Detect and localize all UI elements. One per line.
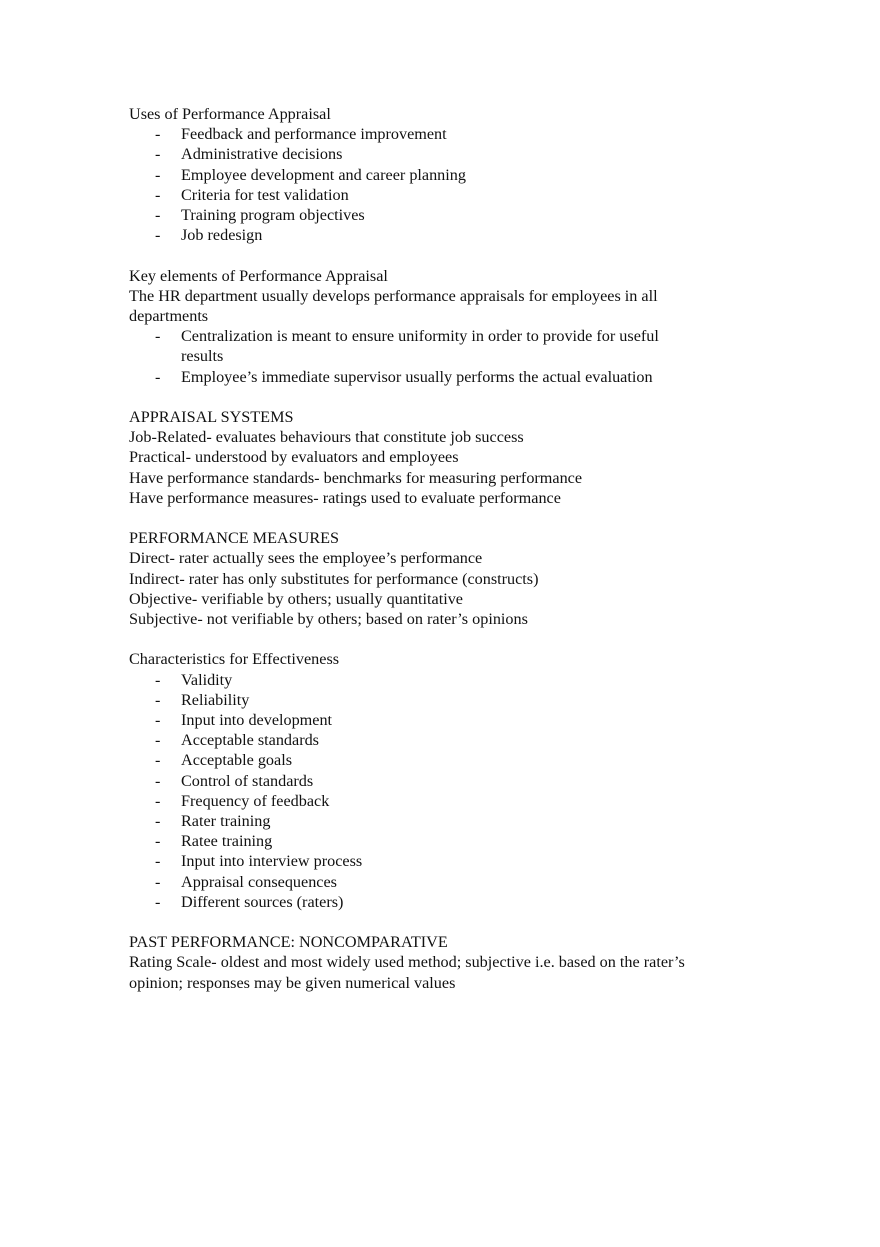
appraisal-systems-line: Job-Related- evaluates behaviours that constitute job success (129, 428, 524, 447)
performance-measures-line: Objective- verifiable by others; usually quantitative (129, 589, 463, 608)
document-page (129, 104, 729, 993)
list-item: - Frequency of feedback (129, 791, 729, 811)
list-item: - Training program objectives (129, 205, 729, 225)
key-elements-list (129, 326, 729, 387)
list-item: - Job redesign (129, 225, 729, 245)
key-elements-heading: Key elements of Performance Appraisal (129, 266, 388, 285)
spacer (129, 629, 729, 649)
list-item: - Different sources (raters) (129, 892, 729, 912)
characteristics-heading: Characteristics for Effectiveness (129, 650, 340, 669)
spacer (129, 387, 729, 407)
list-item: - Employee development and career planning (129, 165, 729, 185)
list-item: - Input into interview process (129, 851, 729, 871)
spacer (129, 245, 729, 265)
performance-measures-line: Subjective- not verifiable by others; based on rater’s opinions (129, 610, 528, 629)
list-item: - Ratee training (129, 831, 729, 851)
list-item: - Control of standards (129, 771, 729, 791)
list-item: - Input into development (129, 710, 729, 730)
list-item: - Criteria for test validation (129, 185, 729, 205)
characteristics-list (129, 670, 729, 912)
performance-measures-line: Direct- rater actually sees the employee’s performance (129, 549, 483, 568)
list-item: - Feedback and performance improvement (129, 124, 729, 144)
past-performance-heading: PAST PERFORMANCE: NONCOMPARATIVE (129, 933, 448, 952)
appraisal-systems-line: Have performance measures- ratings used to evaluate performance (129, 488, 561, 507)
list-item: - Administrative decisions (129, 144, 729, 164)
list-item: - Rater training (129, 811, 729, 831)
list-item: - Employee’s immediate supervisor usually performs the actual evaluation (129, 367, 729, 387)
list-item: - Acceptable goals (129, 750, 729, 770)
key-elements-intro: The HR department usually develops performance appraisals for employees in all departments (129, 286, 658, 326)
performance-measures-heading: PERFORMANCE MEASURES (129, 529, 340, 548)
spacer (129, 912, 729, 932)
uses-heading: Uses of Performance Appraisal (129, 105, 331, 123)
uses-list (129, 124, 729, 245)
list-item: - Reliability (129, 690, 729, 710)
performance-measures-line: Indirect- rater has only substitutes for performance (constructs) (129, 569, 539, 588)
list-item: - Appraisal consequences (129, 872, 729, 892)
list-item: - Acceptable standards (129, 730, 729, 750)
list-item: - Validity (129, 670, 729, 690)
appraisal-systems-line: Practical- understood by evaluators and employees (129, 448, 459, 467)
appraisal-systems-heading: APPRAISAL SYSTEMS (129, 408, 294, 427)
list-item: - Centralization is meant to ensure uniformity in order to provide for useful results (129, 326, 731, 366)
past-performance-text: Rating Scale- oldest and most widely used method; subjective i.e. based on the rater’s opinion; responses may be given numerical values (129, 953, 685, 992)
spacer (129, 508, 729, 528)
appraisal-systems-line: Have performance standards- benchmarks for measuring performance (129, 468, 583, 487)
